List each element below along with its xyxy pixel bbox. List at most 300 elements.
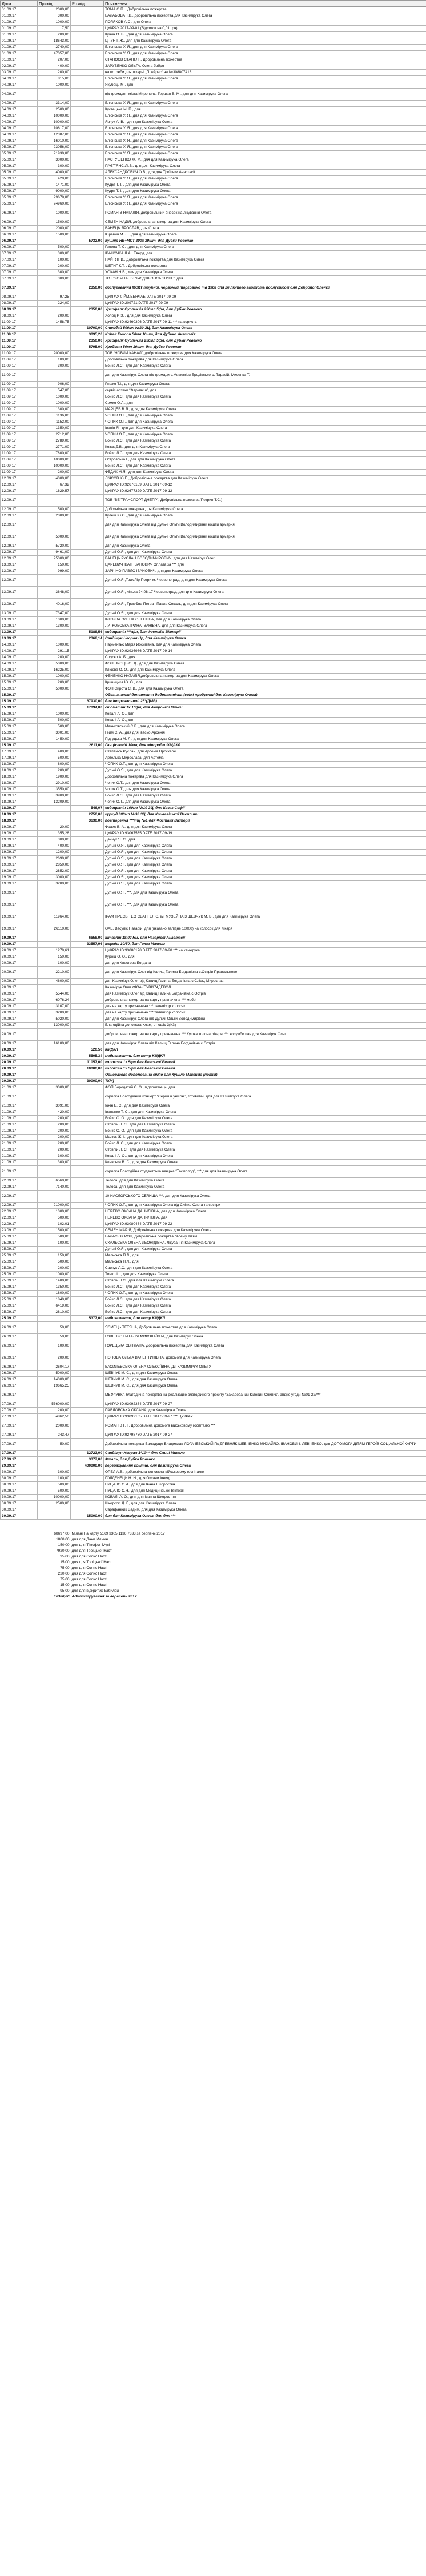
row-date: 25.09.17: [1, 1316, 38, 1322]
footer-blank: [1, 1548, 38, 1554]
footer-row: [1, 1537, 426, 1543]
row-description: ЧОПИК О.Т., для для Казимірука Олега: [104, 419, 426, 426]
row-description: Дульчі О.Я., для для Казимірука Олега: [104, 856, 426, 862]
row-expense: [71, 1265, 104, 1272]
row-income: 16010,00: [38, 138, 71, 145]
row-description: Дульчі О.Я., ТримЄва Петра і Павла Сокаль, для для Казимірука Олега: [104, 599, 426, 611]
row-description: Бойко Л.С., для для Казимірука Олега: [104, 1284, 426, 1291]
row-income: 500,00: [38, 245, 71, 251]
row-date: 13.09.17: [1, 575, 38, 587]
row-date: 18.09.17: [1, 806, 38, 812]
row-expense: [71, 1377, 104, 1383]
row-date: 21.09.17: [1, 1128, 38, 1135]
row-income: 21930,00: [38, 151, 71, 157]
row-income: 300,00: [38, 1153, 71, 1160]
row-income: 150,00: [38, 562, 71, 568]
row-description: Чопик О.Т., для для Казимірука Олега: [104, 780, 426, 787]
row-expense: [71, 470, 104, 476]
row-date: 05.09.17: [1, 170, 38, 176]
row-date: 01.09.17: [1, 51, 38, 57]
row-date: 11.09.17: [1, 370, 38, 382]
row-income: [38, 630, 71, 636]
row-expense: [71, 617, 104, 623]
row-description: Добровільна пожертва для Казимірука Олега: [104, 507, 426, 513]
table-row: [1, 438, 426, 444]
row-expense: 2611,00: [71, 743, 104, 749]
row-income: 1350,00: [38, 426, 71, 432]
row-income: 243,47: [38, 1432, 71, 1439]
row-expense: [71, 736, 104, 743]
table-row: [1, 1053, 426, 1060]
table-row: [1, 1352, 426, 1364]
footer-text: для для Солнс Насті: [71, 1572, 107, 1576]
row-expense: [71, 1439, 104, 1451]
row-date: 05.09.17: [1, 195, 38, 201]
row-income: 1500,00: [38, 1228, 71, 1234]
row-income: 1000,00: [38, 394, 71, 400]
row-description: медикаменти, для потр КМДКЛ: [104, 1053, 426, 1060]
row-date: 14.09.17: [1, 648, 38, 655]
row-description: добровільна пожертва на карту призначена *** мебрі: [104, 997, 426, 1004]
row-description: Дульчі О.Я., для для Казимірука Олега: [104, 875, 426, 881]
row-income: 18643,00: [38, 38, 71, 45]
row-date: 19.09.17: [1, 824, 38, 831]
row-expense: [71, 1228, 104, 1234]
row-income: 1900,00: [38, 774, 71, 780]
table-row: [1, 338, 426, 344]
row-expense: [71, 862, 104, 868]
row-income: 3091,00: [38, 1103, 71, 1109]
row-description: Бойко О. О., для для Казимірука Олега: [104, 1128, 426, 1135]
row-date: 14.09.17: [1, 655, 38, 661]
row-expense: [71, 1141, 104, 1147]
row-expense: [71, 768, 104, 774]
row-description: Стовпій Л. С., для для Казимірука Олега: [104, 1122, 426, 1128]
row-income: 100,00: [38, 960, 71, 967]
row-expense: [71, 63, 104, 70]
row-expense: [71, 762, 104, 768]
table-row: [1, 831, 426, 837]
row-expense: [71, 1383, 104, 1389]
row-expense: [71, 724, 104, 730]
table-row: [1, 1278, 426, 1284]
row-date: 11.09.17: [1, 382, 38, 388]
row-description: Кудря Т. І. , для для Казимірука Олега: [104, 182, 426, 189]
row-expense: [71, 831, 104, 837]
table-row: [1, 1457, 426, 1463]
row-date: 08.09.17: [1, 313, 38, 319]
row-expense: [71, 837, 104, 843]
row-description: Бойко Л.С., для для Казимірука Олега: [104, 463, 426, 470]
row-date: 11.09.17: [1, 394, 38, 400]
row-income: 7347,00: [38, 611, 71, 617]
row-description: ВАНЕЦЬ ЯРОСЛАВ, для Олега: [104, 226, 426, 232]
row-description: Ярчук А. В. , для для Казимірука Олега: [104, 119, 426, 126]
table-row: [1, 1507, 426, 1513]
row-expense: [71, 923, 104, 935]
footer-text: для для Солнс Насті: [71, 1555, 107, 1559]
row-expense: [71, 954, 104, 960]
table-row: [1, 182, 426, 189]
table-row: [1, 19, 426, 26]
row-expense: [71, 543, 104, 550]
row-income: [38, 1060, 71, 1066]
row-expense: [71, 1352, 104, 1364]
row-date: 07.09.17: [1, 270, 38, 276]
row-income: 2771,00: [38, 444, 71, 451]
row-date: 21.09.17: [1, 1160, 38, 1166]
row-date: 11.09.17: [1, 363, 38, 370]
table-row: [1, 661, 426, 667]
row-income: [38, 1047, 71, 1053]
row-date: 30.09.17: [1, 1495, 38, 1501]
row-income: 420,00: [38, 1109, 71, 1116]
table-row: [1, 1128, 426, 1135]
row-income: 10000,00: [38, 113, 71, 119]
table-row: [1, 113, 426, 119]
table-row: [1, 1340, 426, 1352]
row-date: 19.09.17: [1, 935, 38, 942]
table-row: [1, 1047, 426, 1053]
row-date: 14.09.17: [1, 667, 38, 674]
table-row: [1, 263, 426, 270]
row-date: 15.09.17: [1, 680, 38, 686]
row-expense: 400000,00: [71, 1463, 104, 1469]
row-expense: [71, 1160, 104, 1166]
row-expense: [71, 1408, 104, 1414]
row-expense: [71, 251, 104, 257]
footer-text: для для Солнс Насті: [71, 1577, 107, 1581]
table-row: [1, 1463, 426, 1469]
table-row: [1, 382, 426, 388]
footer-blank: [1, 1594, 38, 1600]
footer-row: [1, 1543, 426, 1548]
section-spacer: [1, 1520, 426, 1532]
table-row: [1, 351, 426, 357]
row-income: 2712,00: [38, 432, 71, 438]
row-income: 1000,00: [38, 642, 71, 648]
row-date: 12.09.17: [1, 556, 38, 562]
row-description: ендоцеклін 100мг №10 ЗЦ, для Козак Софії: [104, 806, 426, 812]
table-row: [1, 780, 426, 787]
row-date: 11.09.17: [1, 438, 38, 444]
row-date: 30.09.17: [1, 1513, 38, 1520]
row-date: 20.09.17: [1, 1029, 38, 1041]
row-income: 7,50: [38, 26, 71, 32]
row-income: [38, 985, 71, 991]
row-expense: [71, 157, 104, 163]
row-date: 27.09.17: [1, 1420, 38, 1432]
row-income: 19665,25: [38, 1383, 71, 1389]
table-row: [1, 1259, 426, 1265]
row-expense: [71, 948, 104, 954]
row-income: 300,00: [38, 276, 71, 282]
table-row: [1, 793, 426, 799]
row-description: Якубець М., для: [104, 82, 426, 89]
row-description: Бойко Л.С., для для Казимірука Олега: [104, 1309, 426, 1316]
row-date: 19.09.17: [1, 887, 38, 899]
row-income: 12387,00: [38, 132, 71, 138]
table-row: [1, 370, 426, 382]
row-date: 12.09.17: [1, 550, 38, 556]
row-expense: [71, 1482, 104, 1488]
row-income: 50,00: [38, 1334, 71, 1340]
row-date: 11.09.17: [1, 451, 38, 457]
row-description: ГОВЕНКО НАТАЛІЯ МИКОЛАЇВНА, для Казимірук Олена: [104, 1334, 426, 1340]
row-date: 25.09.17: [1, 1291, 38, 1297]
row-expense: [71, 655, 104, 661]
row-expense: [71, 1203, 104, 1209]
row-expense: [71, 1340, 104, 1352]
row-expense: [71, 1259, 104, 1265]
table-row: [1, 476, 426, 482]
row-income: 4600,00: [38, 979, 71, 985]
table-row: [1, 935, 426, 942]
row-income: 500,00: [38, 1215, 71, 1221]
table-row: [1, 768, 426, 774]
table-row: [1, 1122, 426, 1128]
row-income: [38, 887, 71, 899]
table-row: [1, 1203, 426, 1209]
row-income: 200,00: [38, 1141, 71, 1147]
row-description: Дульчі О.Я.,ТримЛір Потри м. Червоноград, для для Казимірука Олега: [104, 575, 426, 587]
row-income: [38, 1389, 71, 1401]
row-income: 5000,00: [38, 661, 71, 667]
row-expense: [71, 89, 104, 101]
row-date: 13.09.17: [1, 636, 38, 642]
row-description: ПАВЛОВСЬКА ОКСАНА, для Казимірука Олега: [104, 1408, 426, 1414]
row-expense: [71, 438, 104, 444]
table-row: [1, 686, 426, 692]
table-row: [1, 519, 426, 531]
row-income: 150,00: [38, 954, 71, 960]
row-date: 11.09.17: [1, 332, 38, 338]
row-description: Бойко О. О., для для Казимірука Олега: [104, 1116, 426, 1122]
row-description: для для Казимірук Олега від громади с.Мимеміри Бродівського, Тарасій, Мисенка Т.: [104, 370, 426, 382]
row-description: Бліонська У. Я., для для Казимірука Олега: [104, 51, 426, 57]
row-date: 13.09.17: [1, 562, 38, 568]
row-description: Фраис В. А., для для Казимірука Олега: [104, 824, 426, 831]
row-date: 27.09.17: [1, 1401, 38, 1408]
row-income: 2850,00: [38, 862, 71, 868]
table-row: [1, 948, 426, 954]
row-date: 14.09.17: [1, 642, 38, 648]
row-expense: [71, 824, 104, 831]
table-row: [1, 276, 426, 282]
table-row: [1, 736, 426, 743]
row-description: БАЛАБОВА Т.В., добровільна пожертва для Казимірука Олега: [104, 13, 426, 19]
row-income: [38, 705, 71, 711]
row-date: 18.09.17: [1, 812, 38, 818]
row-expense: [71, 313, 104, 319]
row-date: 18.09.17: [1, 780, 38, 787]
row-income: [38, 282, 71, 294]
row-description: ШЕВЧУК М. С., для для Казимірука Олега: [104, 1383, 426, 1389]
row-expense: [71, 270, 104, 276]
row-date: 20.09.17: [1, 1066, 38, 1072]
row-date: 02.09.17: [1, 63, 38, 70]
row-description: ТОВ “ВЕ ТРАНСПОРТ ДНЕПР”, Добровільна пожертва(Петрин Т.С.): [104, 495, 426, 507]
row-description: Кустецька М. П., для: [104, 107, 426, 113]
row-date: 15.09.17: [1, 692, 38, 699]
row-description: Чопик О.Т., для для Казимірука Олега: [104, 787, 426, 793]
row-income: 16100,00: [38, 1041, 71, 1047]
row-expense: [71, 1501, 104, 1507]
table-row: [1, 189, 426, 195]
row-description: ЧОПИК О.Т., для для Казимірука Олега: [104, 762, 426, 768]
row-income: 2000,00: [38, 1420, 71, 1432]
row-income: 14000,00: [38, 1377, 71, 1383]
table-row: [1, 1228, 426, 1234]
row-income: 1000,00: [38, 19, 71, 26]
row-description: сорилка Благодійна студентська вечірка “Тасмолод”, *** для для Казимірука Олега: [104, 1166, 426, 1178]
row-description: Сарафанник Вадим, для для Казимірука Олега: [104, 1507, 426, 1513]
table-row: [1, 282, 426, 294]
table-row: [1, 107, 426, 113]
table-row: [1, 151, 426, 157]
table-row: [1, 1439, 426, 1451]
row-expense: [71, 1010, 104, 1016]
row-description: для для Казимірук Олега від Калищ Галина Богданівна с.Острів: [104, 1041, 426, 1047]
row-description: АЛЕКСАНДРОВИЧ О.В., для для Троїцьки Анастасії: [104, 170, 426, 176]
row-income: 4862,50: [38, 1414, 71, 1420]
row-date: 19.09.17: [1, 923, 38, 935]
row-income: 300,00: [38, 1469, 71, 1476]
row-description: ПАСТУШЕНКО Ж. М., для для Казимірука Олега: [104, 157, 426, 163]
table-row: [1, 1389, 426, 1401]
row-date: 19.09.17: [1, 875, 38, 881]
row-income: 1458,75: [38, 319, 71, 326]
table-row: [1, 1029, 426, 1041]
row-income: [38, 344, 71, 351]
table-row: [1, 157, 426, 163]
table-row: [1, 1109, 426, 1116]
footer-text: для для Троїцької Насті: [71, 1549, 113, 1553]
row-income: [38, 699, 71, 705]
row-date: 18.09.17: [1, 762, 38, 768]
row-expense: 2350,00: [71, 307, 104, 313]
row-income: 1000,00: [38, 400, 71, 407]
row-description: Мальська П.Л., для: [104, 1253, 426, 1259]
row-expense: [71, 407, 104, 413]
row-description: Ікерміш 10/50, для Гохаз Максим: [104, 942, 426, 948]
footer-text: Мілані На карту 5169 3305 1136 7333 за серпень 2017: [71, 1532, 165, 1536]
row-date: 12.09.17: [1, 513, 38, 519]
table-row: [1, 1309, 426, 1316]
table-row: [1, 301, 426, 307]
row-expense: 3377,00: [71, 1457, 104, 1463]
footer-amount: 220,00: [58, 1572, 70, 1576]
row-description: ЧОПИК О.Т., для для Казимірука Олега: [104, 432, 426, 438]
row-income: 300,00: [38, 163, 71, 170]
table-row: [1, 997, 426, 1004]
row-expense: [71, 189, 104, 195]
row-date: 30.09.17: [1, 1488, 38, 1495]
row-date: 19.09.17: [1, 868, 38, 875]
row-income: 3648,00: [38, 587, 71, 599]
footer-amount: 68697,00: [54, 1532, 70, 1536]
row-description: повторення ***ітц №1 для Фостаїгі Вікторії: [104, 818, 426, 824]
row-description: Бойко Л.С., для для Казимірука Олега: [104, 451, 426, 457]
row-description: Бліонська У. Я., для для Казимірука Олега: [104, 76, 426, 82]
row-date: 26.09.17: [1, 1371, 38, 1377]
row-description: для для Казимірука Олега: [104, 543, 426, 550]
row-description: Малюк Ж. І., для для Казимірука Олега: [104, 1135, 426, 1141]
row-description: добровільна пожертва на карту призначена *** Кушка колона лікарні *** колумбо пан для Казимірук Олег: [104, 1029, 426, 1041]
table-row: [1, 623, 426, 630]
row-expense: [71, 382, 104, 388]
row-description: ШЕТИГ К.Т. , Добровільна пожертва: [104, 263, 426, 270]
table-row: [1, 294, 426, 301]
row-expense: [71, 850, 104, 856]
row-description: Ковалі А. О., для: [104, 711, 426, 718]
table-row: [1, 1010, 426, 1016]
row-expense: [71, 119, 104, 126]
row-income: 50,00: [38, 1322, 71, 1334]
row-expense: 10700,00: [71, 326, 104, 332]
row-date: 21.09.17: [1, 1141, 38, 1147]
row-income: 10000,00: [38, 119, 71, 126]
row-income: 2852,00: [38, 868, 71, 875]
row-expense: [71, 1072, 104, 1079]
row-description: ФЕНЕНКО НАТАЛІЯ,добровільна пожертва для Казимірука Олега: [104, 674, 426, 680]
row-income: 100,00: [38, 1340, 71, 1352]
row-date: 05.09.17: [1, 201, 38, 207]
table-row: [1, 749, 426, 755]
row-income: [38, 1191, 71, 1203]
footer-blank: [1, 1588, 38, 1594]
row-income: 100,00: [38, 1476, 71, 1482]
footer-amount: 95,00: [60, 1589, 70, 1593]
table-row: [1, 1495, 426, 1501]
row-income: 97,25: [38, 294, 71, 301]
row-income: 3200,00: [38, 1010, 71, 1016]
row-date: 27.09.17: [1, 1439, 38, 1451]
row-date: 25.09.17: [1, 1309, 38, 1316]
footer-amount: 1800,00: [56, 1537, 70, 1541]
row-date: 20.09.17: [1, 1079, 38, 1085]
row-expense: [71, 182, 104, 189]
row-description: ШЕВЧУК М. С., для для Казимірука Олега: [104, 1371, 426, 1377]
row-description: для для Казимірука Олега, для для ***: [104, 1513, 426, 1520]
footer-row: [1, 1577, 426, 1583]
row-date: 25.09.17: [1, 1240, 38, 1247]
row-expense: [71, 1253, 104, 1259]
row-income: 1000,00: [38, 1272, 71, 1278]
table-row: [1, 655, 426, 661]
row-description: ФОП ПРОЦЬ О. Д., для для Казимірука Олега: [104, 661, 426, 667]
row-income: 11964,00: [38, 911, 71, 923]
row-date: 26.09.17: [1, 1334, 38, 1340]
row-income: [38, 1451, 71, 1457]
row-description: Дульчі О.Я., для для Казимірука Олега: [104, 843, 426, 850]
row-expense: 5188,56: [71, 630, 104, 636]
row-date: 04.09.17: [1, 138, 38, 145]
row-expense: [71, 1414, 104, 1420]
row-income: 1350,00: [38, 1284, 71, 1291]
row-date: 20.09.17: [1, 1016, 38, 1023]
row-date: 05.09.17: [1, 157, 38, 163]
row-income: 26110,00: [38, 923, 71, 935]
row-income: 1300,00: [38, 623, 71, 630]
table-row: [1, 400, 426, 407]
table-row: [1, 812, 426, 818]
row-expense: 2368,14: [71, 636, 104, 642]
row-expense: [71, 1247, 104, 1253]
table-row: [1, 145, 426, 151]
row-description: обслуговання MСКТ трубної, червоний торговано тв 1968 для 26 лютого вартість послуги/сом для Добропої Оленки: [104, 282, 426, 294]
row-expense: 546,07: [71, 806, 104, 812]
